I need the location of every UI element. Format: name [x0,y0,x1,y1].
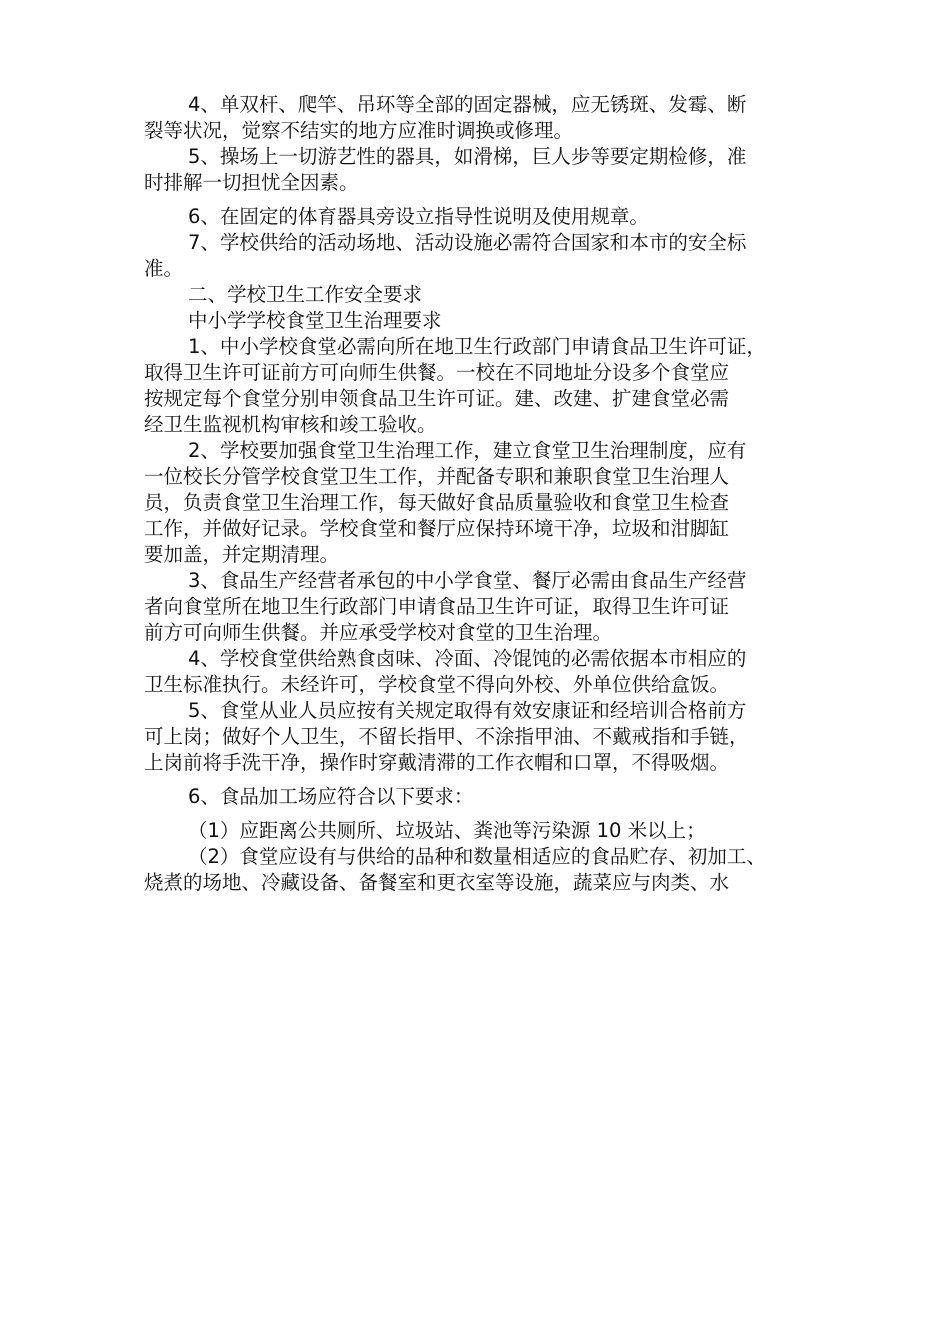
text-line: 1、中小学校食堂必需向所在地卫生行政部门申请食品卫生许可证， [188,335,766,358]
text-line: 5、食堂从业人员应按有关规定取得有效安康证和经培训合格前方 [188,699,747,722]
text-line: 按规定每个食堂分别申领食品卫生许可证。建、改建、扩建食堂必需 [144,387,730,410]
text-line: 准。 [144,257,184,280]
list-item: （2）食堂应设有与供给的品种和数量相适应的食品贮存、初加工、 [188,845,766,868]
text-line: 工作，并做好记录。学校食堂和餐厅应保持环境干净，垃圾和泔脚缸 [144,517,730,540]
text-line: 经卫生监视机构审核和竣工验收。 [144,413,437,436]
text-line: 员，负责食堂卫生治理工作，每天做好食品质量验收和食堂卫生检查 [144,491,730,514]
text-line: 者向食堂所在地卫生行政部门申请食品卫生许可证，取得卫生许可证 [144,595,730,618]
text-line: 3、食品生产经营者承包的中小学食堂、餐厅必需由食品生产经营 [188,569,747,592]
text-line: 7、学校供给的活动场地、活动设施必需符合国家和本市的安全标 [188,231,747,254]
text-line: 5、操场上一切游艺性的器具，如滑梯，巨人步等要定期检修，准 [188,145,747,168]
text-line: 4、单双杆、爬竿、吊环等全部的固定器械，应无锈斑、发霉、断 [188,93,747,116]
section-heading: 二、学校卫生工作安全要求 [188,283,423,306]
text-line: 6、在固定的体育器具旁设立指导性说明及使用规章。 [188,205,649,228]
text-line: 取得卫生许可证前方可向师生供餐。一校在不同地址分设多个食堂应 [144,361,730,384]
text-line: 上岗前将手洗干净，操作时穿戴清滞的工作衣帽和口罩，不得吸烟。 [144,751,730,774]
document-body [144,92,814,896]
text-line: 一位校长分管学校食堂卫生工作，并配备专职和兼职食堂卫生治理人 [144,465,730,488]
text-line: 要加盖，并定期清理。 [144,543,340,566]
list-item: （1）应距离公共厕所、垃圾站、粪池等污染源 10 米以上； [188,819,706,842]
text-line: 6、食品加工场应符合以下要求： [188,785,474,808]
text-line: 卫生标准执行。未经许可，学校食堂不得向外校、外单位供给盒饭。 [144,673,730,696]
text-line: 4、学校食堂供给熟食卤味、冷面、冷馄饨的必需依据本市相应的 [188,647,747,670]
text-line: 2、学校要加强食堂卫生治理工作，建立食堂卫生治理制度，应有 [188,439,747,462]
text-line: 可上岗；做好个人卫生，不留长指甲、不涂指甲油、不戴戒指和手链， [144,725,749,748]
text-line: 烧煮的场地、冷藏设备、备餐室和更衣室等设施，蔬菜应与肉类、水 [144,871,730,894]
text-line: 时排解一切担忧全因素。 [144,171,359,194]
text-line: 前方可向师生供餐。并应承受学校对食堂的卫生治理。 [144,621,613,644]
subsection-heading: 中小学学校食堂卫生治理要求 [188,309,442,332]
text-line: 裂等状况，觉察不结实的地方应准时调换或修理。 [144,119,574,142]
